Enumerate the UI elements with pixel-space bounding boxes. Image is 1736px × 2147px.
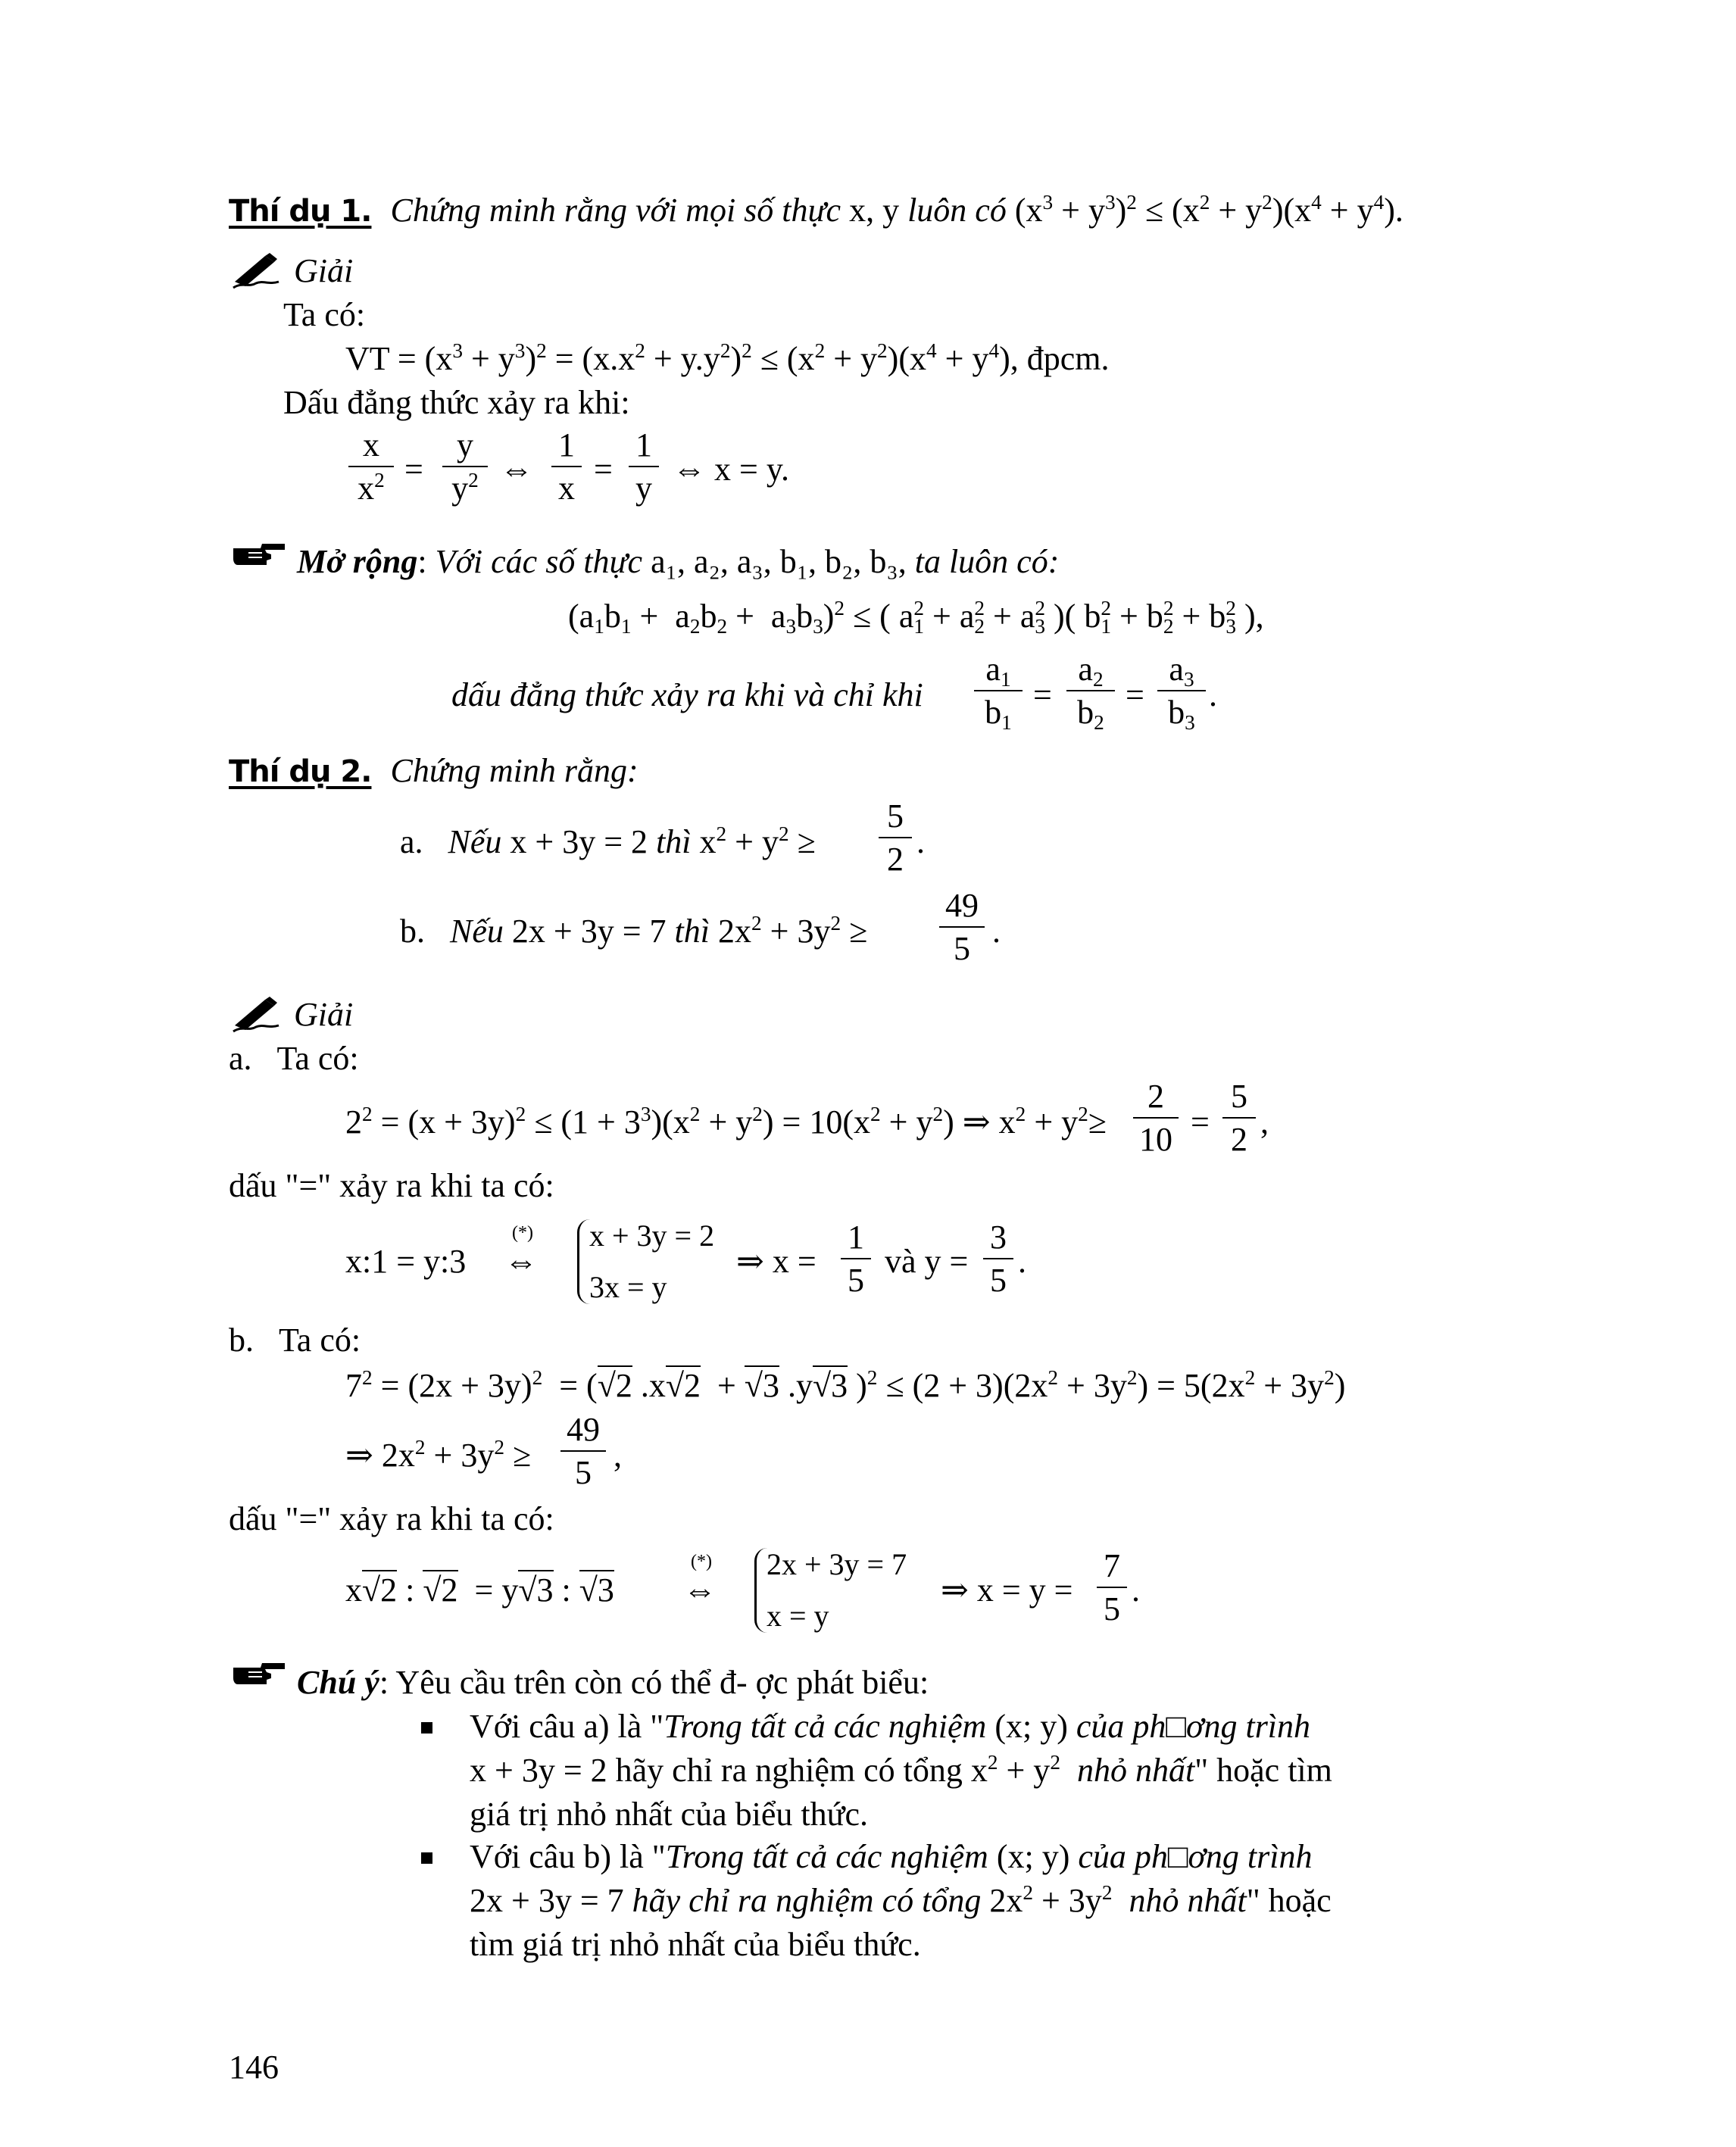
extension-label: Mở rộng [297, 543, 418, 580]
fraction-49-over-5: 49 5 [939, 889, 985, 966]
pointing-hand-icon [232, 539, 286, 570]
note-label: Chú ý [297, 1664, 379, 1701]
fraction-a2-b2: $a_2$ $b_2$ [1066, 653, 1115, 729]
pointing-hand-icon [232, 1659, 286, 1689]
bullet-square [421, 1722, 432, 1734]
note-line: Chú ý: Yêu cầu trên còn có thể đ- ợc phát biểu: [297, 1664, 929, 1701]
part-b-header: b. Ta có: [229, 1322, 361, 1359]
example-1-inequality: $(x^3 + y^3)^2 \le (x^2 + y^2)(x^4 + y^4)$. [1014, 190, 1403, 229]
extension-always: ta luôn có: [914, 543, 1060, 580]
fraction-y-over-y2: y $y^2$ [442, 429, 488, 505]
page-number: 146 [229, 2049, 279, 2086]
example-1-label: Thí dụ 1. [229, 194, 372, 229]
note-bullet-1-line-2: x + 3y = 2 hãy chỉ ra nghiệm có tổng $x^2 + y^2$ nhỏ nhất" hoặc tìm [470, 1750, 1332, 1789]
example-2-item-b: b. Nếu 2x + 3y = 7 thì $2x^2 + 3y^2$ ≥ [400, 911, 868, 950]
system-brace [577, 1219, 590, 1304]
bullet-square [421, 1852, 432, 1864]
fraction-5-over-2-result: 5 2 [1222, 1080, 1256, 1156]
fraction-2-over-10: 2 10 [1133, 1080, 1179, 1156]
part-a-equality-intro: dấu "=" xảy ra khi ta có: [229, 1167, 554, 1204]
extension-inequality: $(a_1b_1 + a_2b_2 + a_3b_3)^2$ ≤ ( $a^2_1 + a^2_2 + a^2_3$ )( $b^2_1 + b^2_2 + b^2_3$ ), [568, 596, 1264, 638]
fraction-3-over-5: 3 5 [983, 1221, 1013, 1297]
fraction-1-over-x: 1 x [551, 429, 582, 505]
example-2-solution-label: Giải [294, 996, 354, 1033]
pencil-writing-icon [232, 995, 282, 1033]
fraction-a3-b3: $a_3$ $b_3$ [1157, 653, 1206, 729]
example-1-taco: Ta có: [283, 296, 366, 333]
extension-vars: a₁, a₂, a₃, b₁, b₂, b₃, [651, 543, 907, 580]
extension-line: Mở rộng: Với các số thực a₁, a₂, a₃, b₁, b₂, b₃, ta luôn có: [297, 543, 1060, 580]
example-1-equality-intro: Dấu đẳng thức xảy ra khi: [283, 384, 630, 421]
fraction-5-over-2: 5 2 [879, 800, 912, 876]
part-b-derivation: $7^2 = (2x + 3y)^2 = (√2$ .x√2 + √3 .y√3 )$^2 \le (2 + 3)(2x^2 + 3y^2) = 5(2x^2 + 3y^2)$ [345, 1365, 1346, 1404]
example-1-solution-label: Giải [294, 252, 354, 289]
note-bullet-1-line-1: Với câu a) là "Trong tất cả các nghiệm (x; y) của ph□ơng trình [470, 1708, 1311, 1745]
note-bullet-2-line-2: 2x + 3y = 7 hãy chỉ ra nghiệm có tổng $2x^2 + 3y^2$ nhỏ nhất" hoặc [470, 1880, 1332, 1919]
example-1-proof-line: VT = $(x^3 + y^3)^2 = (x.x^2 + y.y^2)^2 \le (x^2 + y^2)(x^4 + y^4)$, đpcm. [345, 339, 1110, 377]
note-bullet-1-line-3: giá trị nhỏ nhất của biểu thức. [470, 1796, 869, 1833]
example-2-item-a: a. Nếu x + 3y = 2 thì $x^2 + y^2$ ≥ [400, 822, 816, 860]
example-2-label: Thí dụ 2. [229, 754, 372, 789]
extension-text: Với các số thực [435, 543, 643, 580]
system-brace [754, 1548, 767, 1633]
example-1-always: luôn có [907, 192, 1007, 229]
example-2-statement: Chứng minh rằng: [390, 752, 639, 789]
note-intro: Yêu cầu trên còn có thể đ- ợc phát biểu: [395, 1664, 929, 1701]
example-1-header [229, 191, 1403, 231]
extension-condition: dấu đẳng thức xảy ra khi và chỉ khi [451, 676, 923, 713]
part-b-equality-intro: dấu "=" xảy ra khi ta có: [229, 1500, 554, 1537]
pencil-writing-icon [232, 251, 282, 289]
fraction-7-over-5: 7 5 [1097, 1549, 1127, 1626]
fraction-49-over-5-result: 49 5 [560, 1413, 606, 1490]
fraction-a1-b1: $a_1$ $b_1$ [974, 653, 1023, 729]
part-a-derivation: $2^2 = (x + 3y)^2 \le (1 + 3^3)(x^2 + y^2) = 10(x^2 + y^2)$ ⇒ $x^2 + y^2\ge$ [345, 1102, 1107, 1141]
fraction-1-over-5: 1 5 [841, 1221, 871, 1297]
note-bullet-2-line-3: tìm giá trị nhỏ nhất của biểu thức. [470, 1926, 921, 1963]
fraction-x-over-x2: x $x^2$ [348, 429, 394, 505]
fraction-1-over-y: 1 y [629, 429, 659, 505]
example-1-vars: x, y [849, 192, 900, 229]
example-1-statement: Chứng minh rằng với mọi số thực [390, 192, 841, 229]
note-bullet-2-line-1: Với câu b) là "Trong tất cả các nghiệm (x; y) của ph□ơng trình [470, 1838, 1313, 1875]
part-a-header: a. Ta có: [229, 1040, 359, 1077]
example-2-header [229, 751, 639, 791]
